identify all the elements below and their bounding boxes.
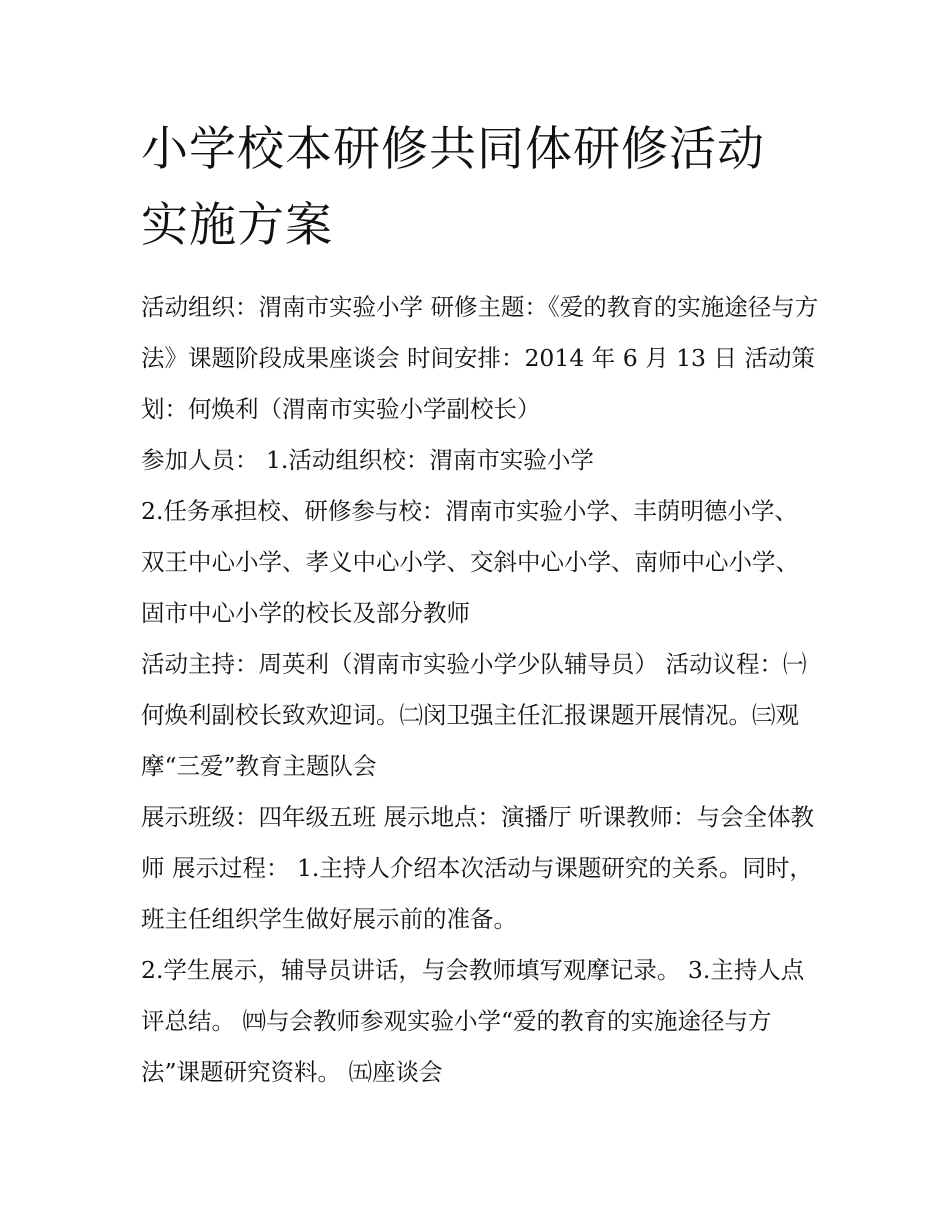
- document-title: [141, 112, 821, 264]
- paragraph-participants: 参加人员： 1.活动组织校：渭南市实验小学: [141, 446, 594, 474]
- paragraph-participating-schools: 2.任务承担校、研修参与校：渭南市实验小学、丰荫明德小学、双王中心小学、孝义中心小学、交斜中心小学、南师中心小学、固市中心小学的校长及部分教师: [141, 497, 799, 627]
- paragraph-student-display: 2.学生展示，辅导员讲话，与会教师填写观摩记录。 3.主持人点评总结。 ㈣与会教师参观实验小学“爱的教育的实施途径与方法”课题研究资料。 ㈤座谈会: [141, 956, 805, 1086]
- paragraph-organization: 活动组织：渭南市实验小学 研修主题：《爱的教育的实施途径与方法》课题阶段成果座谈会 时间安排：2014 年 6 月 13 日 活动策划：何焕利（渭南市实验小学副校长）: [141, 293, 819, 423]
- document-page: [141, 112, 821, 1098]
- title-line-2: 实施方案: [141, 198, 333, 253]
- title-line-1: 小学校本研修共同体研修活动: [141, 122, 765, 177]
- document-body: [141, 282, 821, 1098]
- paragraph-display-class: 展示班级：四年级五班 展示地点：演播厅 听课教师：与会全体教师 展示过程： 1.主持人介绍本次活动与课题研究的关系。同时，班主任组织学生做好展示前的准备。: [141, 803, 814, 933]
- paragraph-host-agenda: 活动主持：周英利（渭南市实验小学少队辅导员） 活动议程：㈠何焕利副校长致欢迎词。㈡闵卫强主任汇报课题开展情况。㈢观摩“三爱”教育主题队会: [141, 650, 807, 780]
